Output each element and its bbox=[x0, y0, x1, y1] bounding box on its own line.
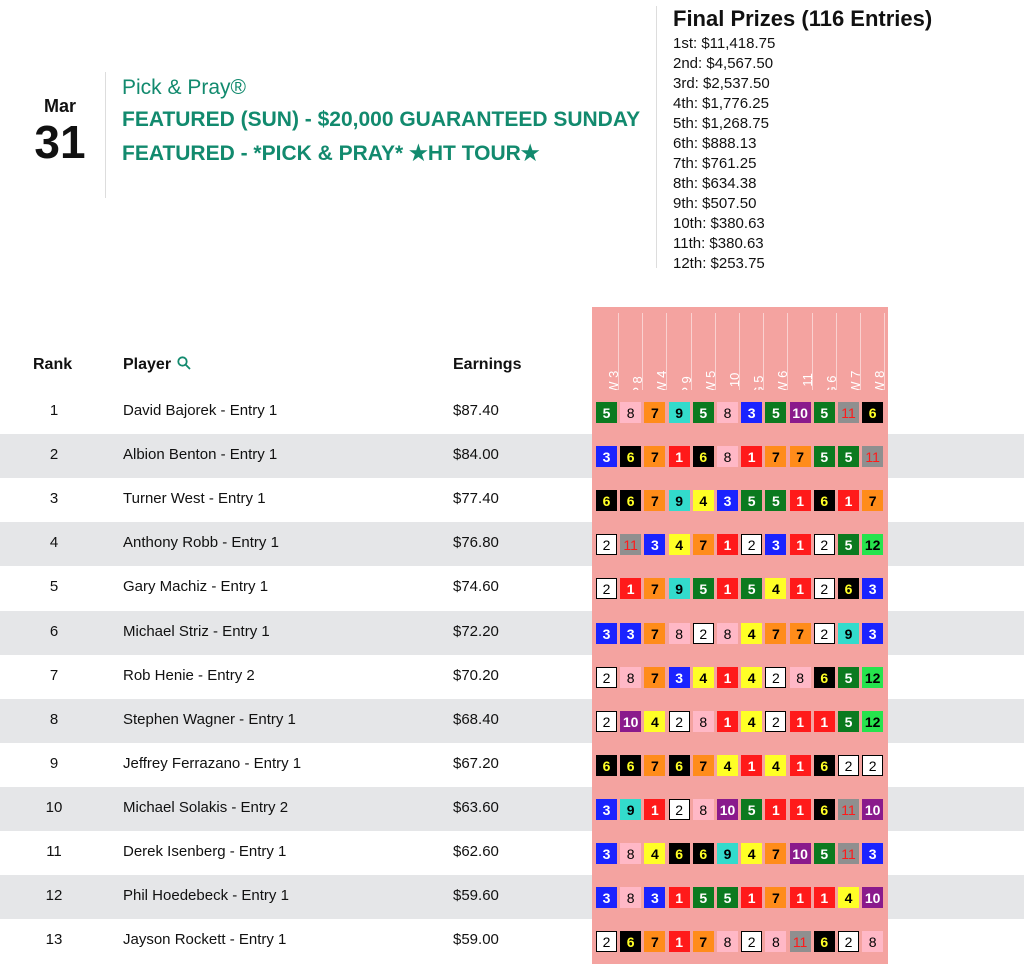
race-header bbox=[788, 313, 812, 391]
saddle-cloth-pick: 4 bbox=[741, 711, 762, 732]
saddle-cloth-pick: 12 bbox=[862, 711, 883, 732]
rank-cell: 3 bbox=[49, 490, 59, 508]
saddle-cloth-pick: 5 bbox=[838, 711, 859, 732]
saddle-cloth-pick: 1 bbox=[741, 887, 762, 908]
earnings-cell: $59.60 bbox=[453, 887, 499, 905]
saddle-cloth-pick: 11 bbox=[838, 799, 859, 820]
saddle-cloth-pick: 4 bbox=[644, 843, 665, 864]
saddle-cloth-pick: 1 bbox=[790, 755, 811, 776]
saddle-cloth-pick: 2 bbox=[765, 711, 786, 732]
saddle-cloth-pick: 7 bbox=[765, 843, 786, 864]
prize-item: 4th: $1,776.25 bbox=[673, 95, 769, 112]
saddle-cloth-pick: 6 bbox=[620, 446, 641, 467]
saddle-cloth-pick: 1 bbox=[765, 799, 786, 820]
saddle-cloth-pick: 11 bbox=[838, 402, 859, 423]
saddle-cloth-pick: 3 bbox=[862, 578, 883, 599]
earnings-cell: $72.20 bbox=[453, 622, 499, 640]
saddle-cloth-pick: 10 bbox=[862, 887, 883, 908]
saddle-cloth-pick: 1 bbox=[790, 711, 811, 732]
rank-cell: 11 bbox=[46, 843, 62, 860]
saddle-cloth-pick: 9 bbox=[717, 843, 738, 864]
prizes-heading: Final Prizes (116 Entries) bbox=[673, 6, 933, 31]
saddle-cloth-pick: 6 bbox=[596, 490, 617, 511]
earnings-cell: $67.20 bbox=[453, 754, 499, 772]
earnings-cell: $77.40 bbox=[453, 490, 499, 508]
table-row[interactable] bbox=[0, 390, 1024, 434]
saddle-cloth-pick: 6 bbox=[862, 402, 883, 423]
saddle-cloth-pick: 2 bbox=[814, 578, 835, 599]
saddle-cloth-pick: 7 bbox=[790, 623, 811, 644]
rank-cell: 10 bbox=[45, 798, 63, 816]
race-header bbox=[836, 313, 860, 391]
saddle-cloth-pick: 5 bbox=[693, 887, 714, 908]
table-row[interactable] bbox=[0, 919, 1024, 963]
saddle-cloth-pick: 7 bbox=[644, 578, 665, 599]
divider bbox=[656, 6, 657, 268]
saddle-cloth-pick: 1 bbox=[669, 887, 690, 908]
prizes-panel bbox=[673, 6, 932, 274]
prizes-list bbox=[673, 34, 932, 274]
saddle-cloth-pick: 5 bbox=[814, 843, 835, 864]
table-row[interactable] bbox=[0, 611, 1024, 655]
saddle-cloth-pick: 7 bbox=[644, 755, 665, 776]
saddle-cloth-pick: 3 bbox=[596, 799, 617, 820]
player-cell[interactable]: Gary Machiz - Entry 1 bbox=[123, 578, 269, 596]
saddle-cloth-pick: 4 bbox=[693, 490, 714, 511]
saddle-cloth-pick: 5 bbox=[693, 402, 714, 423]
saddle-cloth-pick: 7 bbox=[765, 446, 786, 467]
prize-item: 10th: $380.63 bbox=[673, 215, 765, 232]
saddle-cloth-pick: 3 bbox=[644, 887, 665, 908]
saddle-cloth-pick: 9 bbox=[669, 578, 690, 599]
saddle-cloth-pick: 8 bbox=[717, 623, 738, 644]
player-cell[interactable]: Michael Striz - Entry 1 bbox=[123, 622, 270, 640]
saddle-cloth-pick: 6 bbox=[669, 843, 690, 864]
table-row[interactable] bbox=[0, 478, 1024, 522]
race-header bbox=[642, 313, 666, 391]
saddle-cloth-pick: 10 bbox=[717, 799, 738, 820]
saddle-cloth-pick: 1 bbox=[790, 534, 811, 555]
saddle-cloth-pick: 7 bbox=[693, 534, 714, 555]
saddle-cloth-pick: 5 bbox=[838, 534, 859, 555]
table-row[interactable] bbox=[0, 787, 1024, 831]
saddle-cloth-pick: 2 bbox=[596, 931, 617, 952]
saddle-cloth-pick: 1 bbox=[790, 887, 811, 908]
player-cell[interactable]: Derek Isenberg - Entry 1 bbox=[123, 843, 287, 860]
saddle-cloth-pick: 1 bbox=[741, 755, 762, 776]
saddle-cloth-pick: 2 bbox=[838, 931, 859, 952]
saddle-cloth-pick: 6 bbox=[620, 755, 641, 776]
saddle-cloth-pick: 2 bbox=[669, 799, 690, 820]
prize-item: 9th: $507.50 bbox=[673, 195, 757, 212]
saddle-cloth-pick: 7 bbox=[693, 931, 714, 952]
saddle-cloth-pick: 6 bbox=[693, 446, 714, 467]
saddle-cloth-pick: 12 bbox=[862, 534, 883, 555]
saddle-cloth-pick: 1 bbox=[717, 667, 738, 688]
player-cell[interactable]: Albion Benton - Entry 1 bbox=[123, 446, 278, 464]
rank-cell: 9 bbox=[49, 754, 59, 772]
saddle-cloth-pick: 7 bbox=[790, 446, 811, 467]
saddle-cloth-pick: 7 bbox=[644, 402, 665, 423]
saddle-cloth-pick: 5 bbox=[741, 490, 762, 511]
earnings-cell: $87.40 bbox=[453, 402, 499, 419]
saddle-cloth-pick: 3 bbox=[644, 534, 665, 555]
player-cell[interactable]: Turner West - Entry 1 bbox=[123, 490, 266, 508]
saddle-cloth-pick: 2 bbox=[862, 755, 883, 776]
saddle-cloth-pick: 5 bbox=[765, 490, 786, 511]
saddle-cloth-pick: 1 bbox=[790, 578, 811, 599]
saddle-cloth-pick: 10 bbox=[620, 711, 641, 732]
prize-item: 2nd: $4,567.50 bbox=[673, 55, 774, 72]
table-row[interactable] bbox=[0, 522, 1024, 566]
rank-cell: 7 bbox=[49, 666, 59, 684]
saddle-cloth-pick: 1 bbox=[717, 711, 738, 732]
saddle-cloth-pick: 5 bbox=[814, 402, 835, 423]
player-cell[interactable]: Michael Solakis - Entry 2 bbox=[123, 798, 289, 816]
table-row[interactable] bbox=[0, 699, 1024, 743]
saddle-cloth-pick: 6 bbox=[596, 755, 617, 776]
saddle-cloth-pick: 7 bbox=[862, 490, 883, 511]
saddle-cloth-pick: 9 bbox=[669, 402, 690, 423]
prize-item: 3rd: $2,537.50 bbox=[673, 75, 770, 92]
table-row[interactable] bbox=[0, 434, 1024, 478]
table-row[interactable] bbox=[0, 655, 1024, 699]
saddle-cloth-pick: 1 bbox=[644, 799, 665, 820]
saddle-cloth-pick: 2 bbox=[669, 711, 690, 732]
earnings-cell: $68.40 bbox=[453, 710, 499, 728]
saddle-cloth-pick: 5 bbox=[765, 402, 786, 423]
saddle-cloth-pick: 8 bbox=[620, 402, 641, 423]
saddle-cloth-pick: 1 bbox=[669, 931, 690, 952]
prize-item: 6th: $888.13 bbox=[673, 135, 757, 152]
saddle-cloth-pick: 2 bbox=[814, 534, 835, 555]
saddle-cloth-pick: 7 bbox=[644, 623, 665, 644]
saddle-cloth-pick: 4 bbox=[693, 667, 714, 688]
saddle-cloth-pick: 3 bbox=[596, 446, 617, 467]
race-header bbox=[691, 313, 715, 391]
race-header bbox=[667, 313, 691, 391]
earnings-header: Earnings bbox=[453, 356, 522, 373]
saddle-cloth-pick: 6 bbox=[814, 931, 835, 952]
saddle-cloth-pick: 7 bbox=[765, 887, 786, 908]
saddle-cloth-pick: 8 bbox=[693, 799, 714, 820]
race-headers bbox=[594, 313, 884, 391]
race-header bbox=[739, 313, 763, 391]
player-cell[interactable]: Stephen Wagner - Entry 1 bbox=[123, 710, 296, 728]
table-row[interactable] bbox=[0, 743, 1024, 787]
saddle-cloth-pick: 6 bbox=[693, 843, 714, 864]
saddle-cloth-pick: 11 bbox=[790, 931, 811, 952]
saddle-cloth-pick: 2 bbox=[814, 623, 835, 644]
prize-item: 11th: $380.63 bbox=[673, 235, 764, 252]
earnings-cell: $76.80 bbox=[453, 534, 499, 552]
saddle-cloth-pick: 3 bbox=[741, 402, 762, 423]
saddle-cloth-pick: 5 bbox=[838, 446, 859, 467]
prize-item: 8th: $634.38 bbox=[673, 175, 757, 192]
player-header-label: Player bbox=[123, 356, 172, 373]
saddle-cloth-pick: 7 bbox=[644, 667, 665, 688]
saddle-cloth-pick: 12 bbox=[862, 667, 883, 688]
saddle-cloth-pick: 2 bbox=[838, 755, 859, 776]
table-row[interactable] bbox=[0, 566, 1024, 610]
race-header bbox=[763, 313, 787, 391]
saddle-cloth-pick: 2 bbox=[596, 667, 617, 688]
saddle-cloth-pick: 8 bbox=[620, 887, 641, 908]
saddle-cloth-pick: 4 bbox=[741, 667, 762, 688]
race-header bbox=[812, 313, 836, 391]
saddle-cloth-pick: 7 bbox=[693, 755, 714, 776]
saddle-cloth-pick: 4 bbox=[741, 623, 762, 644]
saddle-cloth-pick: 4 bbox=[644, 711, 665, 732]
earnings-cell: $70.20 bbox=[453, 666, 499, 684]
event-day: 31 bbox=[34, 116, 86, 168]
saddle-cloth-pick: 4 bbox=[741, 843, 762, 864]
saddle-cloth-pick: 8 bbox=[620, 843, 641, 864]
rank-cell: 5 bbox=[49, 578, 59, 596]
saddle-cloth-pick: 1 bbox=[620, 578, 641, 599]
saddle-cloth-pick: 1 bbox=[838, 490, 859, 511]
saddle-cloth-pick: 9 bbox=[620, 799, 641, 820]
earnings-cell: $63.60 bbox=[453, 798, 499, 816]
saddle-cloth-pick: 9 bbox=[669, 490, 690, 511]
prize-item: 12th: $253.75 bbox=[673, 255, 765, 272]
saddle-cloth-pick: 4 bbox=[838, 887, 859, 908]
race-header bbox=[594, 313, 618, 391]
rank-header: Rank bbox=[33, 356, 73, 373]
saddle-cloth-pick: 3 bbox=[596, 843, 617, 864]
saddle-cloth-pick: 1 bbox=[717, 578, 738, 599]
saddle-cloth-pick: 8 bbox=[669, 623, 690, 644]
saddle-cloth-pick: 4 bbox=[669, 534, 690, 555]
race-header bbox=[860, 313, 884, 391]
player-header[interactable] bbox=[123, 356, 191, 374]
saddle-cloth-pick: 7 bbox=[765, 623, 786, 644]
saddle-cloth-pick: 11 bbox=[862, 446, 883, 467]
earnings-cell: $84.00 bbox=[453, 446, 499, 464]
saddle-cloth-pick: 1 bbox=[741, 446, 762, 467]
prize-item: 5th: $1,268.75 bbox=[673, 115, 769, 132]
player-cell[interactable]: David Bajorek - Entry 1 bbox=[123, 402, 278, 419]
saddle-cloth-pick: 8 bbox=[717, 931, 738, 952]
event-subtitle: Pick & Pray® bbox=[122, 76, 247, 99]
saddle-cloth-pick: 2 bbox=[596, 534, 617, 555]
saddle-cloth-pick: 3 bbox=[620, 623, 641, 644]
saddle-cloth-pick: 5 bbox=[596, 402, 617, 423]
saddle-cloth-pick: 6 bbox=[814, 667, 835, 688]
rank-cell: 12 bbox=[45, 887, 63, 905]
event-header bbox=[122, 76, 642, 171]
saddle-cloth-pick: 6 bbox=[814, 799, 835, 820]
saddle-cloth-pick: 10 bbox=[790, 402, 811, 423]
player-cell[interactable]: Anthony Robb - Entry 1 bbox=[123, 534, 279, 552]
saddle-cloth-pick: 2 bbox=[693, 623, 714, 644]
earnings-cell: $74.60 bbox=[453, 578, 499, 596]
saddle-cloth-pick: 7 bbox=[644, 931, 665, 952]
saddle-cloth-pick: 1 bbox=[814, 887, 835, 908]
saddle-cloth-pick: 3 bbox=[862, 843, 883, 864]
saddle-cloth-pick: 10 bbox=[790, 843, 811, 864]
saddle-cloth-pick: 6 bbox=[669, 755, 690, 776]
rank-cell: 6 bbox=[49, 622, 59, 640]
saddle-cloth-pick: 2 bbox=[765, 667, 786, 688]
saddle-cloth-pick: 7 bbox=[644, 446, 665, 467]
saddle-cloth-pick: 6 bbox=[620, 490, 641, 511]
search-icon[interactable] bbox=[177, 356, 191, 370]
event-title: FEATURED (SUN) - $20,000 GUARANTEED SUNDAY FEATURED - *PICK & PRAY* ★HT TOUR★ bbox=[122, 108, 640, 165]
saddle-cloth-pick: 6 bbox=[838, 578, 859, 599]
player-cell[interactable]: Phil Hoedebeck - Entry 1 bbox=[123, 887, 289, 905]
saddle-cloth-pick: 6 bbox=[814, 490, 835, 511]
rank-cell: 2 bbox=[49, 446, 59, 464]
rank-cell: 8 bbox=[49, 710, 59, 728]
saddle-cloth-pick: 5 bbox=[693, 578, 714, 599]
saddle-cloth-pick: 5 bbox=[838, 667, 859, 688]
saddle-cloth-pick: 9 bbox=[838, 623, 859, 644]
table-row[interactable] bbox=[0, 831, 1024, 875]
saddle-cloth-pick: 1 bbox=[790, 799, 811, 820]
prize-item: 1st: $11,418.75 bbox=[673, 35, 776, 52]
saddle-cloth-pick: 4 bbox=[765, 755, 786, 776]
race-header bbox=[715, 313, 739, 391]
saddle-cloth-pick: 8 bbox=[862, 931, 883, 952]
saddle-cloth-pick: 8 bbox=[620, 667, 641, 688]
rank-cell: 4 bbox=[49, 534, 59, 552]
earnings-cell: $62.60 bbox=[453, 843, 499, 860]
saddle-cloth-pick: 6 bbox=[620, 931, 641, 952]
saddle-cloth-pick: 8 bbox=[765, 931, 786, 952]
saddle-cloth-pick: 8 bbox=[693, 711, 714, 732]
table-row[interactable] bbox=[0, 875, 1024, 919]
saddle-cloth-pick: 10 bbox=[862, 799, 883, 820]
saddle-cloth-pick: 3 bbox=[862, 623, 883, 644]
event-date bbox=[28, 96, 92, 168]
saddle-cloth-pick: 3 bbox=[596, 623, 617, 644]
saddle-cloth-pick: 2 bbox=[596, 578, 617, 599]
saddle-cloth-pick: 3 bbox=[596, 887, 617, 908]
saddle-cloth-pick: 3 bbox=[669, 667, 690, 688]
saddle-cloth-pick: 8 bbox=[717, 402, 738, 423]
rank-cell: 1 bbox=[49, 402, 59, 419]
saddle-cloth-pick: 1 bbox=[814, 711, 835, 732]
player-cell[interactable]: Rob Henie - Entry 2 bbox=[123, 666, 255, 684]
prize-item: 7th: $761.25 bbox=[673, 155, 757, 172]
saddle-cloth-pick: 4 bbox=[765, 578, 786, 599]
saddle-cloth-pick: 6 bbox=[814, 755, 835, 776]
race-header bbox=[618, 313, 642, 391]
event-month: Mar bbox=[43, 96, 76, 116]
earnings-cell: $59.00 bbox=[453, 931, 499, 949]
saddle-cloth-pick: 7 bbox=[644, 490, 665, 511]
player-cell[interactable]: Jeffrey Ferrazano - Entry 1 bbox=[123, 754, 302, 772]
saddle-cloth-pick: 1 bbox=[790, 490, 811, 511]
saddle-cloth-pick: 8 bbox=[790, 667, 811, 688]
saddle-cloth-pick: 5 bbox=[741, 578, 762, 599]
saddle-cloth-pick: 3 bbox=[765, 534, 786, 555]
saddle-cloth-pick: 5 bbox=[717, 887, 738, 908]
saddle-cloth-pick: 1 bbox=[717, 534, 738, 555]
saddle-cloth-pick: 11 bbox=[838, 843, 859, 864]
saddle-cloth-pick: 2 bbox=[741, 931, 762, 952]
saddle-cloth-pick: 5 bbox=[814, 446, 835, 467]
player-cell[interactable]: Jayson Rockett - Entry 1 bbox=[123, 931, 287, 949]
rank-cell: 13 bbox=[45, 931, 63, 949]
saddle-cloth-pick: 3 bbox=[717, 490, 738, 511]
saddle-cloth-pick: 2 bbox=[596, 711, 617, 732]
saddle-cloth-pick: 11 bbox=[620, 534, 641, 555]
saddle-cloth-pick: 2 bbox=[741, 534, 762, 555]
saddle-cloth-pick: 5 bbox=[741, 799, 762, 820]
divider bbox=[105, 72, 106, 198]
saddle-cloth-pick: 8 bbox=[717, 446, 738, 467]
saddle-cloth-pick: 4 bbox=[717, 755, 738, 776]
saddle-cloth-pick: 1 bbox=[669, 446, 690, 467]
